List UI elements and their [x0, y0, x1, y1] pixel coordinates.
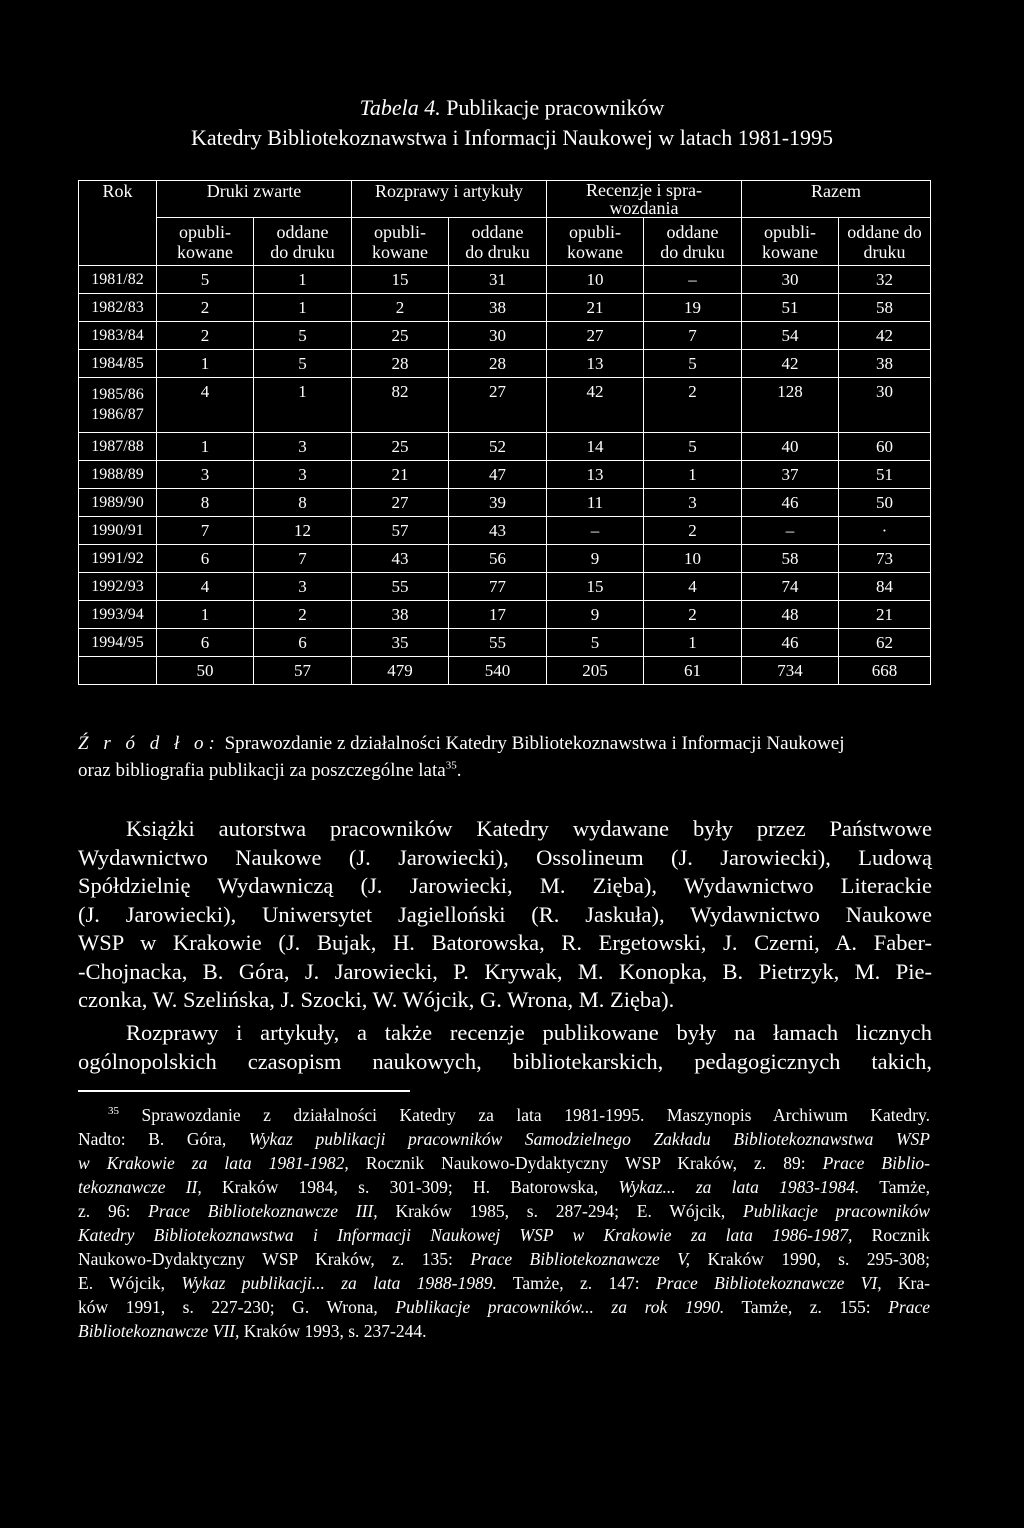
value-cell: 82: [352, 378, 449, 433]
value-cell: 2: [644, 601, 742, 629]
footnote-line: [78, 1175, 930, 1199]
value-cell: 1: [254, 266, 352, 294]
source-note: [78, 730, 932, 784]
footnote-line: [78, 1271, 930, 1295]
table-row: [79, 322, 931, 350]
source-label: Ź r ó d ł o:: [78, 733, 220, 754]
value-cell: 2: [352, 294, 449, 322]
value-cell: 540: [449, 657, 547, 685]
value-cell: 5: [547, 629, 644, 657]
paragraph-line: Spółdzielnię Wydawniczą (J. Jarowiecki, M. Zięba), Wydawnictwo Literackie: [78, 873, 932, 898]
year-label: 1993/94: [91, 605, 144, 623]
year-cell: [79, 433, 157, 461]
footnote-text: Tamże, z. 147:: [496, 1273, 656, 1293]
header-sub-text: oddane do druku: [465, 221, 530, 262]
year-label: 1984/85: [91, 354, 144, 372]
value-cell: 35: [352, 629, 449, 657]
footnote-line: [78, 1199, 930, 1223]
year-label: 1989/90: [91, 493, 144, 511]
year-label: 1990/91: [91, 521, 144, 539]
value-cell: 9: [547, 601, 644, 629]
value-cell: 10: [547, 266, 644, 294]
value-cell: 42: [839, 322, 931, 350]
year-cell: [79, 601, 157, 629]
value-cell: 3: [254, 461, 352, 489]
footnote-title: Publikacje pracowników... za rok 1990.: [395, 1297, 725, 1317]
footnote-text: Rocznik Naukowo-Dydaktyczny WSP Kraków, z. 89:: [348, 1153, 823, 1173]
year-cell: [79, 378, 157, 433]
footnote-separator: [78, 1090, 410, 1092]
table-row: [79, 433, 931, 461]
table-row: [79, 378, 931, 433]
table-row: [79, 517, 931, 545]
value-cell: 3: [157, 461, 254, 489]
value-cell: 5: [254, 322, 352, 350]
footnote-text: z. 96:: [78, 1201, 149, 1221]
value-cell: 8: [254, 489, 352, 517]
footnote-title: Wykaz publikacji pracowników Samodzielnego Zakładu Bibliotekoznawstwa WSP: [248, 1129, 930, 1149]
year-label: 1992/93: [91, 577, 144, 595]
footnote-number: 35: [108, 1105, 119, 1118]
header-sub: [254, 218, 352, 266]
value-cell: –: [644, 266, 742, 294]
value-cell: 5: [254, 350, 352, 378]
year-label: 1985/86: [91, 386, 144, 403]
value-cell: 19: [644, 294, 742, 322]
footnote-text: Kraków 1990, s. 295-308;: [690, 1249, 930, 1269]
value-cell: 7: [644, 322, 742, 350]
footnote-line: [78, 1127, 930, 1151]
value-cell: 21: [352, 461, 449, 489]
header-sub: [742, 218, 839, 266]
footnote-text: Nadto: B. Góra,: [78, 1129, 249, 1149]
table-row: [79, 489, 931, 517]
value-cell: 40: [742, 433, 839, 461]
table-row: [79, 461, 931, 489]
value-cell: 4: [157, 573, 254, 601]
value-cell: 668: [839, 657, 931, 685]
footnote-title: tekoznawcze II,: [78, 1177, 202, 1197]
value-cell: 73: [839, 545, 931, 573]
source-text-1: Sprawozdanie z działalności Katedry Bibliotekoznawstwa i Informacji Naukowej: [224, 733, 845, 754]
value-cell: 21: [547, 294, 644, 322]
value-cell: 21: [839, 601, 931, 629]
value-cell: 11: [547, 489, 644, 517]
value-cell: 2: [157, 294, 254, 322]
header-group-text: Recenzje i spra- wozdania: [586, 180, 702, 218]
year-label: 1981/82: [91, 270, 144, 288]
paragraph-line: WSP w Krakowie (J. Bujak, H. Batorowska, R. Ergetowski, J. Czerni, A. Faber-: [78, 930, 932, 955]
value-cell: 27: [547, 322, 644, 350]
header-sub: [449, 218, 547, 266]
value-cell: 9: [547, 545, 644, 573]
table-title: Publikacje pracowników: [446, 95, 665, 120]
value-cell: –: [742, 517, 839, 545]
header-group: Rozprawy i artykuły: [352, 181, 547, 218]
value-cell: 1: [644, 461, 742, 489]
year-cell: [79, 545, 157, 573]
year-cell: [79, 517, 157, 545]
year-cell: [79, 350, 157, 378]
footnote-line: [78, 1319, 930, 1343]
year-cell: [79, 657, 157, 685]
header-sub-text: opubli- kowane: [177, 221, 233, 262]
footnote-title: Bibliotekoznawcze VII,: [78, 1321, 240, 1341]
value-cell: 30: [839, 378, 931, 433]
value-cell: 28: [449, 350, 547, 378]
value-cell: ·: [839, 517, 931, 545]
year-label: 1987/88: [91, 437, 144, 455]
value-cell: 30: [449, 322, 547, 350]
value-cell: 38: [352, 601, 449, 629]
value-cell: 27: [449, 378, 547, 433]
header-sub: [352, 218, 449, 266]
year-cell: [79, 322, 157, 350]
table-row: [79, 545, 931, 573]
value-cell: 4: [644, 573, 742, 601]
value-cell: 52: [449, 433, 547, 461]
value-cell: 3: [644, 489, 742, 517]
footnote-line: [78, 1103, 930, 1127]
value-cell: 5: [644, 433, 742, 461]
value-cell: 205: [547, 657, 644, 685]
value-cell: 42: [742, 350, 839, 378]
footnote-line: [78, 1223, 930, 1247]
value-cell: 47: [449, 461, 547, 489]
value-cell: 55: [352, 573, 449, 601]
footnote-text: Tamże,: [859, 1177, 930, 1197]
header-group: [547, 181, 742, 218]
table-caption: [0, 94, 1024, 122]
header-sub-text: oddane do druku: [660, 221, 725, 262]
value-cell: 46: [742, 489, 839, 517]
footnote-text: Kraków 1984, s. 301-309; H. Batorowska,: [201, 1177, 619, 1197]
table-row: [79, 629, 931, 657]
table-row: [79, 657, 931, 685]
year-cell: [79, 629, 157, 657]
value-cell: 30: [742, 266, 839, 294]
value-cell: 15: [547, 573, 644, 601]
footnote-text: Kraków 1993, s. 237-244.: [239, 1321, 427, 1341]
footnote-text: Naukowo-Dydaktyczny WSP Kraków, z. 135:: [78, 1249, 471, 1269]
table-row: [79, 350, 931, 378]
value-cell: 1: [157, 433, 254, 461]
header-rok: Rok: [79, 181, 157, 266]
footnote-title: Publikacje pracowników: [743, 1201, 930, 1221]
value-cell: 74: [742, 573, 839, 601]
footnote-line: [78, 1247, 930, 1271]
footnote-text: Kraków 1985, s. 287-294; E. Wójcik,: [377, 1201, 744, 1221]
value-cell: 60: [839, 433, 931, 461]
year-cell: [79, 573, 157, 601]
value-cell: 43: [352, 545, 449, 573]
table-row: [79, 573, 931, 601]
header-group: Razem: [742, 181, 931, 218]
value-cell: 12: [254, 517, 352, 545]
value-cell: 1: [157, 601, 254, 629]
year-label: 1982/83: [91, 298, 144, 316]
value-cell: 4: [157, 378, 254, 433]
value-cell: 43: [449, 517, 547, 545]
value-cell: 2: [644, 378, 742, 433]
value-cell: 77: [449, 573, 547, 601]
year-cell: [79, 489, 157, 517]
paragraph-line: ogólnopolskich czasopism naukowych, bibliotekarskich, pedagogicznych takich,: [78, 1048, 932, 1074]
footnote-title: Prace Bibliotekoznawcze VI,: [655, 1273, 882, 1293]
table-body: [79, 266, 931, 685]
footnote-title: Prace Bibliotekoznawcze III,: [148, 1201, 378, 1221]
value-cell: 48: [742, 601, 839, 629]
value-cell: 10: [644, 545, 742, 573]
value-cell: 1: [254, 294, 352, 322]
header-sub: [644, 218, 742, 266]
value-cell: 27: [352, 489, 449, 517]
value-cell: 55: [449, 629, 547, 657]
paragraph-articles: [78, 1019, 932, 1076]
year-label: 1986/87: [91, 406, 144, 423]
value-cell: 58: [839, 294, 931, 322]
header-sub: [547, 218, 644, 266]
value-cell: 54: [742, 322, 839, 350]
value-cell: 58: [742, 545, 839, 573]
footnote-title: Wykaz... za lata 1983-1984.: [618, 1177, 860, 1197]
paragraph-line: (J. Jarowiecki), Uniwersytet Jagielloński (R. Jaskuła), Wydawnictwo Naukowe: [78, 901, 932, 927]
year-label: 1991/92: [91, 549, 144, 567]
footnote-line: [78, 1295, 930, 1319]
value-cell: 13: [547, 461, 644, 489]
header-sub-text: opubli- kowane: [567, 221, 623, 262]
value-cell: 5: [644, 350, 742, 378]
value-cell: 46: [742, 629, 839, 657]
value-cell: 51: [742, 294, 839, 322]
header-sub: [839, 218, 931, 266]
value-cell: 479: [352, 657, 449, 685]
value-cell: 1: [157, 350, 254, 378]
value-cell: 25: [352, 322, 449, 350]
value-cell: 28: [352, 350, 449, 378]
footnote-text: Rocznik: [852, 1225, 930, 1245]
value-cell: 17: [449, 601, 547, 629]
value-cell: 42: [547, 378, 644, 433]
value-cell: 734: [742, 657, 839, 685]
value-cell: 14: [547, 433, 644, 461]
header-sub-text: oddane do druku: [270, 221, 335, 262]
year-label: 1988/89: [91, 465, 144, 483]
value-cell: 37: [742, 461, 839, 489]
year-cell: [79, 461, 157, 489]
footnote-text: Tamże, z. 155:: [724, 1297, 889, 1317]
table-subtitle: Katedry Bibliotekoznawstwa i Informacji Naukowej w latach 1981-1995: [190, 125, 834, 150]
value-cell: 50: [157, 657, 254, 685]
paragraph-line: Wydawnictwo Naukowe (J. Jarowiecki), Ossolineum (J. Jarowiecki), Ludową: [78, 844, 932, 870]
value-cell: 57: [254, 657, 352, 685]
value-cell: 31: [449, 266, 547, 294]
value-cell: 15: [352, 266, 449, 294]
paragraph-line: Rozprawy i artykuły, a także recenzje publikowane były na łamach licznych: [126, 1020, 932, 1045]
value-cell: 2: [254, 601, 352, 629]
source-text-2: oraz bibliografia publikacji za poszczególne lata: [78, 760, 446, 781]
value-cell: 51: [839, 461, 931, 489]
footnote-text: Sprawozdanie z działalności Katedry za lata 1981-1995. Maszynopis Archiwum Katedry.: [119, 1105, 930, 1125]
value-cell: 128: [742, 378, 839, 433]
value-cell: 2: [644, 517, 742, 545]
year-label: 1983/84: [91, 326, 144, 344]
year-label: 1994/95: [91, 633, 144, 651]
value-cell: 13: [547, 350, 644, 378]
table-label: Tabela 4.: [359, 95, 441, 120]
value-cell: 25: [352, 433, 449, 461]
value-cell: 39: [449, 489, 547, 517]
footnote-ref: 35: [445, 759, 457, 772]
value-cell: 38: [449, 294, 547, 322]
table-row: [79, 266, 931, 294]
footnote-35: [78, 1103, 930, 1343]
table-row: [79, 294, 931, 322]
value-cell: 84: [839, 573, 931, 601]
paragraph-line: -Chojnacka, B. Góra, J. Jarowiecki, P. Krywak, M. Konopka, B. Pietrzyk, M. Pie-: [78, 958, 932, 984]
value-cell: 6: [157, 629, 254, 657]
year-cell: [79, 294, 157, 322]
value-cell: 6: [157, 545, 254, 573]
value-cell: 5: [157, 266, 254, 294]
value-cell: 8: [157, 489, 254, 517]
footnote-text: E. Wójcik,: [78, 1273, 182, 1293]
paragraph-line: Książki autorstwa pracowników Katedry wydawane były przez Państwowe: [126, 816, 932, 841]
year-cell: [79, 266, 157, 294]
footnote-text: Kra-: [881, 1273, 930, 1293]
footnote-title: Prace Bibliotekoznawcze V,: [470, 1249, 691, 1269]
footnote-line: [78, 1151, 930, 1175]
publications-table: [78, 180, 931, 685]
footnote-title: Katedry Bibliotekoznawstwa i Informacji Naukowej WSP w Krakowie za lata 1986-1987,: [78, 1225, 853, 1245]
header-sub-text: opubli- kowane: [762, 221, 818, 262]
table-header-sub: [79, 218, 931, 266]
value-cell: 61: [644, 657, 742, 685]
source-end: .: [456, 760, 462, 781]
value-cell: 3: [254, 573, 352, 601]
footnote-title: Wykaz publikacji... za lata 1988-1989.: [181, 1273, 497, 1293]
value-cell: –: [547, 517, 644, 545]
footnote-title: w Krakowie za lata 1981-1982,: [78, 1153, 349, 1173]
value-cell: 56: [449, 545, 547, 573]
table-row: [79, 601, 931, 629]
footnote-title: Prace Biblio-: [822, 1153, 931, 1173]
footnote-text: ków 1991, s. 227-230; G. Wrona,: [78, 1297, 396, 1317]
paragraph-line: czonka, W. Szelińska, J. Szocki, W. Wójcik, G. Wrona, M. Zięba).: [78, 987, 675, 1012]
value-cell: 1: [644, 629, 742, 657]
value-cell: 50: [839, 489, 931, 517]
value-cell: 2: [157, 322, 254, 350]
value-cell: 32: [839, 266, 931, 294]
value-cell: 6: [254, 629, 352, 657]
value-cell: 62: [839, 629, 931, 657]
paragraph-books: [78, 815, 932, 1015]
value-cell: 38: [839, 350, 931, 378]
value-cell: 1: [254, 378, 352, 433]
table-header-groups: [79, 181, 931, 218]
value-cell: 7: [254, 545, 352, 573]
value-cell: 57: [352, 517, 449, 545]
header-group: Druki zwarte: [157, 181, 352, 218]
footnote-title: Prace: [888, 1297, 930, 1317]
header-sub: [157, 218, 254, 266]
value-cell: 7: [157, 517, 254, 545]
value-cell: 3: [254, 433, 352, 461]
header-sub-text: oddane do druku: [847, 221, 922, 262]
header-sub-text: opubli- kowane: [372, 221, 428, 262]
